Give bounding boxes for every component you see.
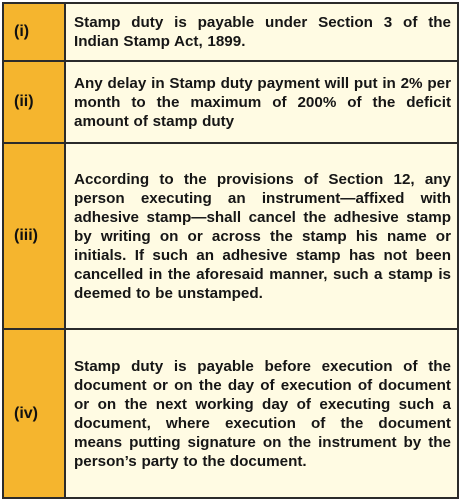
row-text: Stamp duty is payable before execution of the document or on the day of execution of document or on the next working day of executing such a document, where execution of the document means putting signature on the instrument by the person’s party to the document. (65, 329, 458, 498)
row-text: According to the provisions of Section 12, any person executing an instrument—affixed with adhesive stamp—shall cancel the adhesive stamp by writing on or across the stamp his name or initials. If such an adhesive stamp has not been cancelled in the aforesaid manner, such a stamp is deemed to be unstamped. (65, 143, 458, 329)
row-number: (i) (3, 3, 65, 61)
table-row (3, 3, 458, 61)
row-number: (ii) (3, 61, 65, 143)
table-row (3, 143, 458, 329)
row-text: Stamp duty is payable under Section 3 of the Indian Stamp Act, 1899. (65, 3, 458, 61)
table-row (3, 329, 458, 498)
row-text: Any delay in Stamp duty payment will put in 2% per month to the maximum of 200% of the deficit amount of stamp duty (65, 61, 458, 143)
stamp-duty-table (2, 2, 459, 499)
row-number: (iv) (3, 329, 65, 498)
row-number: (iii) (3, 143, 65, 329)
table-row (3, 61, 458, 143)
